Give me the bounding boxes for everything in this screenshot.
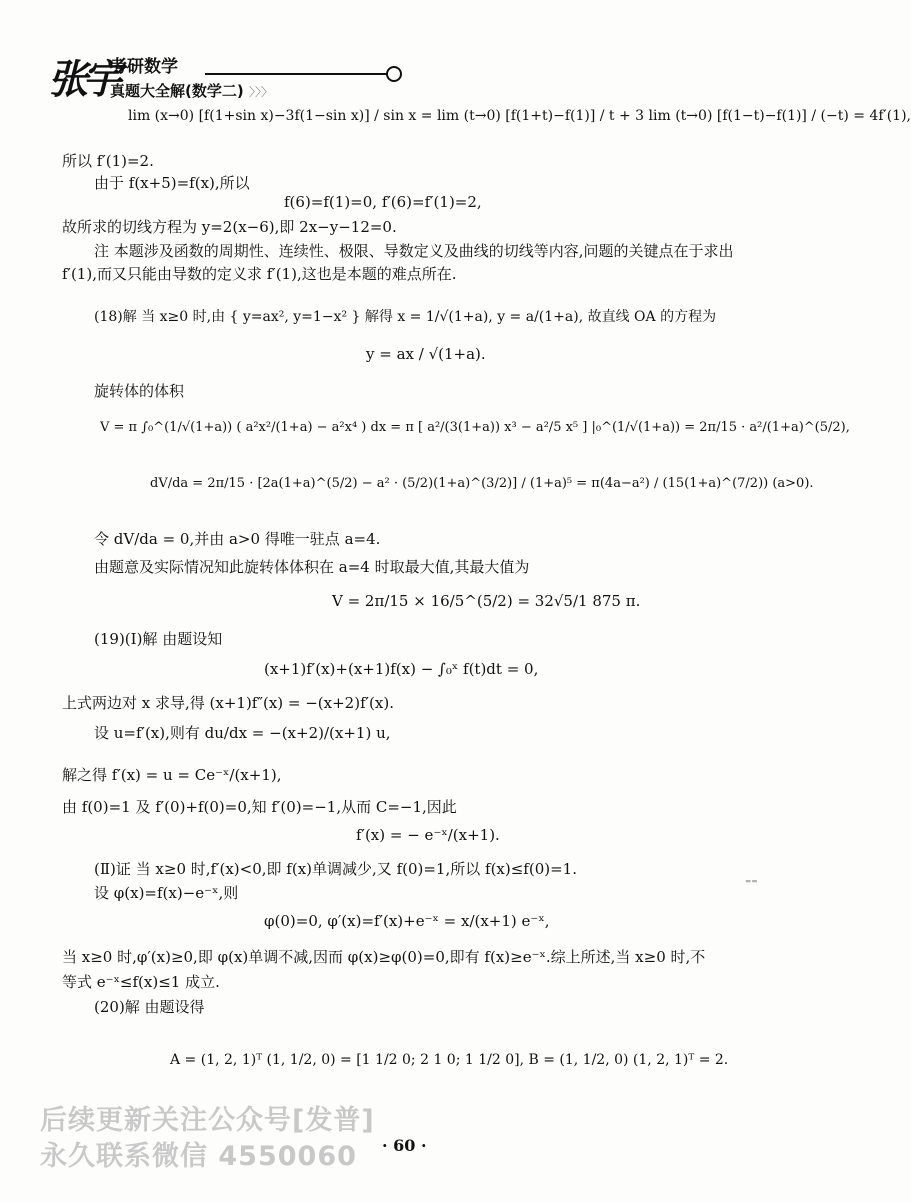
problem-18-header: (18)解 当 x≥0 时,由 { y=ax², y=1−x² } 解得 x = 1/√(1+a), y = a/(1+a), 故直线 OA 的方程为 [94,309,717,325]
text-line: 等式 e⁻ˣ≤f(x)≤1 成立. [62,973,220,991]
author-signature-logo: 张宇 [48,56,116,103]
text-line: 解之得 f′(x) = u = Ce⁻ˣ/(x+1), [62,766,282,784]
text-line: 令 dV/da = 0,并由 a>0 得唯一驻点 a=4. [94,530,381,548]
matrix-equation: A = (1, 2, 1)ᵀ (1, 1/2, 0) = [1 1/2 0; 2 1 0; 1 1/2 0], B = (1, 1/2, 0) (1, 2, 1)ᵀ = 2. [170,1052,729,1068]
header-circle-icon [386,66,402,82]
scan-mark: ⁼⁼ [745,876,758,890]
equation-line: (x+1)f′(x)+(x+1)f(x) − ∫₀ˣ f(t)dt = 0, [264,660,539,678]
equation-line: V = 2π/15 × 16/5^(5/2) = 32√5/1 875 π. [332,592,641,610]
book-series-title: 考研数学 [110,57,178,77]
text-line: 由 f(0)=1 及 f′(0)+f(0)=0,知 f′(0)=−1,从而 C=−1,因此 [62,798,457,816]
text-line: 故所求的切线方程为 y=2(x−6),即 2x−y−12=0. [62,218,397,236]
watermark-line-2: 永久联系微信 4550060 [40,1141,357,1172]
text-line: 旋转体的体积 [94,382,185,400]
page-number: · 60 · [382,1136,427,1155]
subtitle-text: 真题大全解(数学二) [110,82,244,100]
text-line: 设 u=f′(x),则有 du/dx = −(x+2)/(x+1) u, [94,724,391,742]
volume-integral: V = π ∫₀^(1/√(1+a)) ( a²x²/(1+a) − a²x⁴ ) dx = π [ a²/(3(1+a)) x³ − a²/5 x⁵ ] |₀^(1/√(1+a)) = 2π/15 · a²/(1+a)^(5/2), [100,420,850,435]
problem-20-header: (20)解 由题设得 [94,998,205,1016]
limit-equation: lim (x→0) [f(1+sin x)−3f(1−sin x)] / sin x = lim (t→0) [f(1+t)−f(1)] / t + 3 lim (t→0) [f(1−t)−f(1)] / (−t) = 4f′(1), [128,108,911,124]
derivative-equation: dV/da = 2π/15 · [2a(1+a)^(5/2) − a² · (5/2)(1+a)^(3/2)] / (1+a)⁵ = π(4a−a²) / (15(1+a)^(7/2)) (a>0). [150,476,814,491]
text-line: 由于 f(x+5)=f(x),所以 [94,174,250,192]
text-line: 设 φ(x)=f(x)−e⁻ˣ,则 [94,884,239,902]
equation-line: y = ax / √(1+a). [366,345,486,363]
header-rule [205,73,388,75]
text-line: (Ⅱ)证 当 x≥0 时,f′(x)<0,即 f(x)单调减少,又 f(0)=1,所以 f(x)≤f(0)=1. [94,860,577,878]
equation-line: f(6)=f(1)=0, f′(6)=f′(1)=2, [284,193,482,211]
note-line: 注 本题涉及函数的周期性、连续性、极限、导数定义及曲线的切线等内容,问题的关键点在于求出 [94,242,734,260]
text-line: 所以 f′(1)=2. [62,152,154,170]
text-line: 上式两边对 x 求导,得 (x+1)f″(x) = −(x+2)f′(x). [62,694,394,712]
book-subtitle [110,80,273,101]
equation-line: f′(x) = − e⁻ˣ/(x+1). [356,826,500,844]
text-line: 当 x≥0 时,φ′(x)≥0,即 φ(x)单调不减,因而 φ(x)≥φ(0)=0,即有 f(x)≥e⁻ˣ.综上所述,当 x≥0 时,不 [62,948,706,966]
chevron-icon: 〉〉〉 [248,85,273,99]
problem-19-header: (19)(Ⅰ)解 由题设知 [94,630,223,648]
text-line: 由题意及实际情况知此旋转体体积在 a=4 时取最大值,其最大值为 [94,558,530,576]
note-line: f′(1),而又只能由导数的定义求 f′(1),这也是本题的难点所在. [62,265,457,283]
watermark-line-1: 后续更新关注公众号[发普] [40,1105,375,1136]
equation-line: φ(0)=0, φ′(x)=f′(x)+e⁻ˣ = x/(x+1) e⁻ˣ, [264,912,550,930]
